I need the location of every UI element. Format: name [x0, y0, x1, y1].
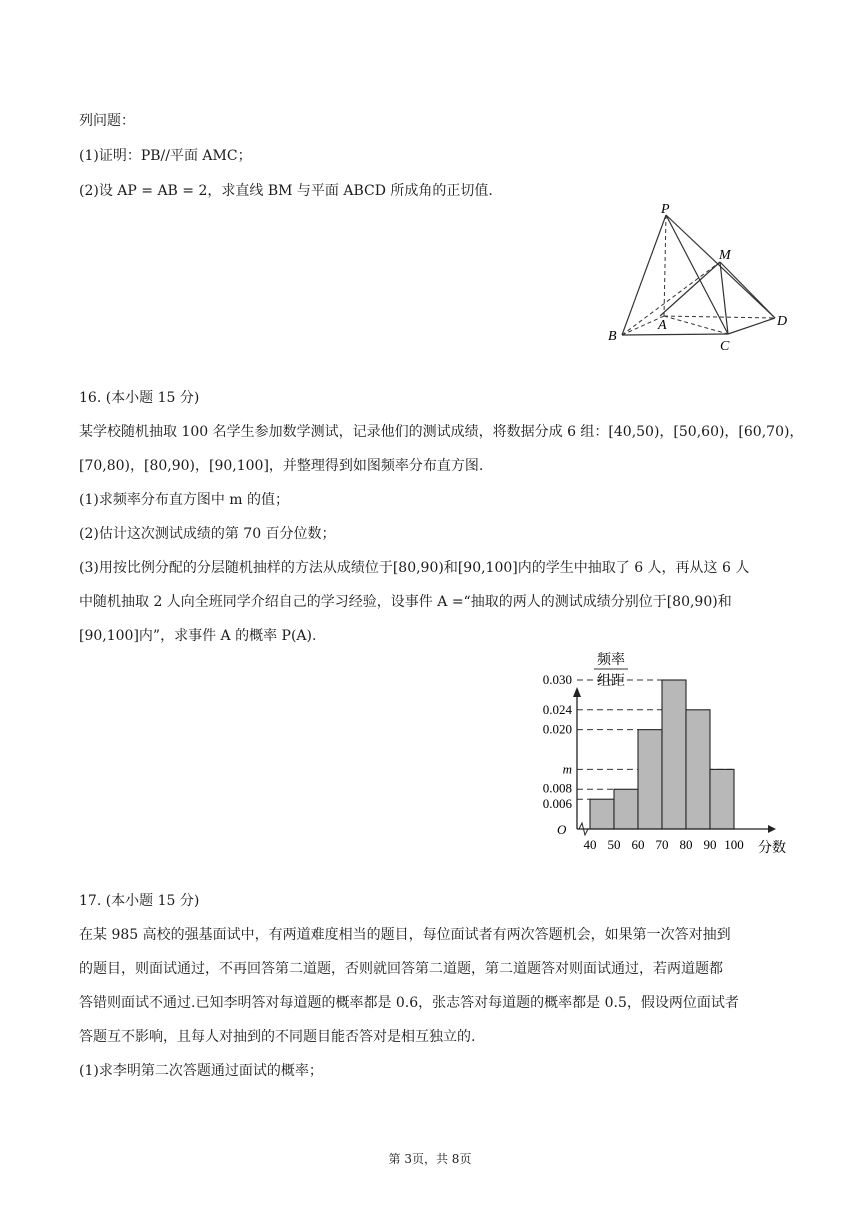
x-tick-label: 70	[655, 837, 669, 852]
y-tick-label: 0.030	[542, 672, 572, 687]
vertex-label-b: B	[608, 329, 617, 344]
question-17-text: 答错则面试不通过.已知李明答对每道题的概率都是 0.6，张志答对每道题的概率都是 0.5，假设两位面试者	[79, 995, 739, 1011]
text-line: 列问题：	[79, 113, 135, 129]
histogram-bar	[614, 789, 638, 829]
histogram-bar	[710, 769, 734, 829]
y-axis-arrow	[573, 687, 581, 697]
x-tick-label: 90	[703, 837, 717, 852]
histogram-bar	[590, 799, 614, 829]
vertex-label-a: A	[658, 318, 667, 333]
vertex-label-m: M	[719, 248, 731, 263]
histogram-bar	[686, 710, 710, 829]
question-17-text: 在某 985 高校的强基面试中，有两道难度相当的题目，每位面试者有两次答题机会，如果第一次答对抽到	[79, 927, 731, 943]
histogram-bar	[638, 730, 662, 829]
question-16-text: [70,80)，[80,90)，[90,100]，并整理得到如图频率分布直方图.	[79, 458, 484, 474]
question-17-part-1: (1)求李明第二次答题通过面试的概率；	[79, 1063, 323, 1079]
question-16-part-1: (1)求频率分布直方图中 m 的值；	[79, 492, 290, 508]
question-15-part-2: (2)设 AP = AB = 2，求直线 BM 与平面 ABCD 所成角的正切值.	[79, 183, 493, 199]
question-17-header: 17. (本小题 15 分)	[79, 893, 200, 909]
y-tick-label: m	[562, 761, 572, 777]
question-16-part-3: 中随机抽取 2 人向全班同学介绍自己的学习经验，设事件 A =“抽取的两人的测试成绩分别位于[80,90)和	[79, 594, 732, 610]
vertex-label-p: P	[661, 202, 670, 217]
question-15-part-1: (1)证明：PB//平面 AMC；	[79, 148, 252, 164]
y-tick-label: 0.020	[542, 721, 572, 737]
question-16-part-2: (2)估计这次测试成绩的第 70 百分位数；	[79, 526, 336, 542]
x-tick-label: 60	[631, 837, 645, 852]
y-tick-label: 0.024	[542, 701, 572, 717]
x-tick-label: 50	[607, 837, 621, 852]
x-tick-label: 40	[583, 837, 597, 852]
y-tick-label: 0.006	[542, 796, 572, 812]
y-axis-label-bottom: 组距	[597, 674, 625, 689]
question-16-part-3: (3)用按比例分配的分层随机抽样的方法从成绩位于[80,90)和[90,100]内的学生中抽取了 6 人，再从这 6 人	[79, 560, 750, 576]
question-17-text: 答题互不影响，且每人对抽到的不同题目能否答对是相互独立的.	[79, 1029, 476, 1045]
question-16-text: 某学校随机抽取 100 名学生参加数学测试，记录他们的测试成绩，将数据分成 6 组：[40,50)，[50,60)，[60,70)，	[79, 424, 804, 440]
x-tick-label: 100	[724, 837, 744, 852]
vertex-label-c: C	[720, 339, 730, 354]
question-16-header: 16. (本小题 15 分)	[79, 390, 200, 406]
x-axis-label: 分数	[758, 841, 786, 856]
origin-label: O	[557, 822, 567, 837]
histogram-bar	[662, 680, 686, 829]
question-16-part-3: [90,100]内”，求事件 A 的概率 P(A).	[79, 628, 317, 644]
question-17-text: 的题目，则面试通过，不再回答第二道题，否则就回答第二道题，第二道题答对则面试通过，若两道题都	[79, 961, 723, 977]
pyramid-figure	[600, 200, 800, 360]
frequency-histogram	[510, 645, 800, 865]
y-axis-label-top: 频率	[597, 653, 625, 668]
page-footer: 第 3页，共 8页	[388, 1152, 472, 1166]
x-axis-arrow	[768, 825, 776, 833]
vertex-label-d: D	[777, 314, 788, 329]
x-tick-label: 80	[679, 837, 693, 852]
y-tick-label: 0.008	[542, 780, 572, 796]
